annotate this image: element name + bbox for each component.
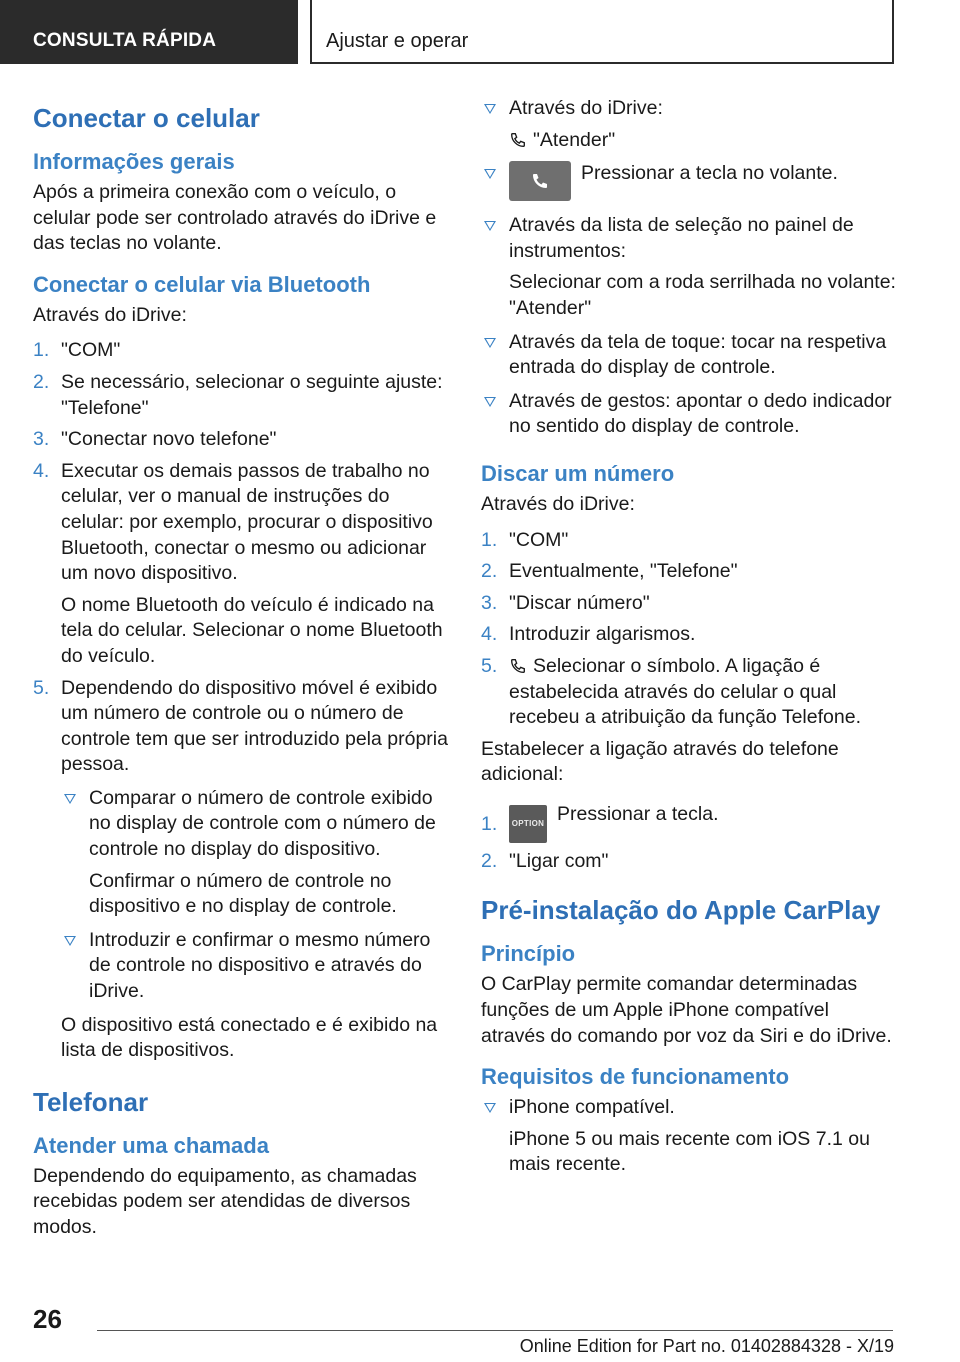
bullet-triangle-icon — [484, 397, 496, 407]
page-header — [0, 0, 960, 66]
heading-general-info: Informações gerais — [33, 149, 235, 174]
bullet-text: Introduzir e confirmar o mesmo número de controle no dispositivo e através do iDrive. — [89, 928, 431, 1003]
list-item — [33, 338, 448, 364]
step-number: 1. — [481, 528, 498, 551]
bullet-extra-line — [509, 128, 896, 154]
chapter-tab: Ajustar e operar — [310, 0, 894, 64]
step-number: 1. — [481, 812, 498, 835]
list-item — [33, 676, 448, 1064]
bullet-item — [61, 786, 448, 920]
bullet-extra-text: iPhone 5 ou mais recente com iOS 7.1 ou mais recente. — [509, 1127, 870, 1176]
step-number: 4. — [33, 459, 50, 482]
step-number: 2. — [33, 370, 50, 393]
bullet-item — [481, 213, 896, 321]
footer-divider — [97, 1330, 893, 1331]
bullet-text: iPhone compatível. — [509, 1096, 675, 1119]
bullet-item — [481, 96, 896, 153]
paragraph-via-idrive: Através do iDrive: — [33, 303, 187, 326]
heading-dial-number: Discar um número — [481, 460, 675, 486]
list-item — [481, 802, 896, 843]
step-text: Executar os demais passos de trabalho no celular, ver o manual de instruções do celular: por exemplo, procurar o dispositivo Bluetooth, conectar o mesmo ou adicionar um novo dispositivo. — [61, 459, 433, 585]
step-text: Selecionar o símbolo. A ligação é estabelecida através do celular o qual recebeu a atribuição da função Telefone. — [509, 654, 861, 729]
bullet-text: Através da tela de toque: tocar na respetiva entrada do display de controle. — [509, 330, 887, 379]
list-item — [481, 622, 896, 648]
bullet-text: Pressionar a tecla no volante. — [581, 162, 838, 185]
phone-handset-icon — [509, 657, 527, 675]
step-extra-text: O nome Bluetooth do veículo é indicado na tela do celular. Selecionar o nome Bluetooth do veículo. — [61, 593, 443, 667]
bullet-item — [481, 161, 896, 205]
heading-requirements: Requisitos de funcionamento — [481, 1064, 790, 1090]
step-number: 1. — [33, 339, 50, 362]
paragraph-general-info: Após a primeira conexão com o veículo, o celular pode ser controlado através do iDrive e das teclas no volante. — [33, 181, 437, 255]
step-text: Eventualmente, "Telefone" — [509, 560, 738, 583]
step-text: Dependendo do dispositivo móvel é exibido um número de controle ou o número de controle tem que ser introduzido pela própria pessoa. — [61, 676, 448, 776]
step-text: "COM" — [61, 339, 121, 362]
bullet-triangle-icon — [484, 104, 496, 114]
footer-edition: Online Edition for Part no. 01402884328 - X/19 — [519, 1336, 894, 1356]
left-column — [33, 96, 448, 1251]
list-item — [481, 528, 896, 554]
bullet-extra-text: "Atender" — [533, 128, 616, 151]
bullet-item — [61, 928, 448, 1005]
heading-bluetooth: Conectar o celular via Bluetooth — [33, 271, 371, 297]
step-number: 3. — [33, 428, 50, 451]
bullet-triangle-icon — [484, 221, 496, 231]
option-key: OPTION — [509, 805, 547, 843]
bullet-text: Através de gestos: apontar o dedo indicador no sentido do display de controle. — [509, 389, 892, 438]
list-item — [481, 849, 896, 875]
list-item — [481, 559, 896, 585]
paragraph-additional-phone: Estabelecer a ligação através do telefone adicional: — [481, 737, 839, 786]
paragraph-via-idrive: Através do iDrive: — [481, 492, 635, 515]
bullet-triangle-icon — [484, 338, 496, 348]
right-column — [481, 96, 896, 1186]
step-text: "Discar número" — [509, 591, 650, 614]
bullet-item — [481, 389, 896, 440]
bullet-extra-text: Selecionar com a roda serrilhada no volante: "Atender" — [509, 271, 896, 319]
step-number: 4. — [481, 623, 498, 646]
step-text: "Conectar novo telefone" — [61, 428, 277, 451]
section-tab: CONSULTA RÁPIDA — [0, 0, 298, 64]
phone-handset-icon — [509, 131, 527, 149]
bullet-item — [481, 1095, 896, 1178]
step-text: "Ligar com" — [509, 849, 609, 872]
bullet-text: Através da lista de seleção no painel de instrumentos: — [509, 214, 854, 262]
bullet-triangle-icon — [484, 1103, 496, 1113]
paragraph-principle: O CarPlay permite comandar determinadas funções de um Apple iPhone compatível através do comando por voz da Siri e do iDrive. — [481, 973, 892, 1047]
step-number: 5. — [33, 676, 50, 699]
phone-handset-icon — [530, 171, 550, 191]
list-item — [481, 654, 896, 731]
list-item — [33, 427, 448, 453]
paragraph-answer-call: Dependendo do equipamento, as chamadas recebidas podem ser atendidas de diversos modos. — [33, 1164, 417, 1238]
bullet-text: Através do iDrive: — [509, 97, 663, 119]
step-text: Introduzir algarismos. — [509, 623, 696, 646]
list-item — [481, 591, 896, 617]
step-number: 5. — [481, 654, 498, 677]
step-number: 2. — [481, 849, 498, 872]
step-number: 2. — [481, 560, 498, 583]
bullet-triangle-icon — [484, 169, 496, 179]
heading-answer-call: Atender uma chamada — [33, 1132, 269, 1158]
bullet-triangle-icon — [64, 936, 76, 946]
bullet-triangle-icon — [64, 794, 76, 804]
heading-carplay: Pré-instalação do Apple CarPlay — [481, 895, 881, 926]
page-number: 26 — [33, 1304, 62, 1334]
bullet-extra-text: Confirmar o número de controle no dispositivo e no display de controle. — [89, 869, 397, 918]
bullet-text: Comparar o número de controle exibido no display de controle com o número de controle no display do dispositivo. — [89, 786, 436, 861]
bullet-item — [481, 330, 896, 381]
step-text: "COM" — [509, 528, 569, 551]
paragraph-connected: O dispositivo está conectado e é exibido na lista de dispositivos. — [61, 1013, 438, 1062]
step-text: Pressionar a tecla. — [557, 802, 719, 825]
list-item — [33, 459, 448, 670]
heading-principle: Princípio — [481, 941, 576, 967]
heading-telephone: Telefonar — [33, 1086, 149, 1117]
list-item — [33, 370, 448, 421]
step-text: Se necessário, selecionar o seguinte ajuste: "Telefone" — [61, 370, 443, 419]
steering-wheel-phone-key — [509, 161, 571, 201]
heading-connect-phone: Conectar o celular — [33, 103, 260, 133]
step-number: 3. — [481, 591, 498, 614]
